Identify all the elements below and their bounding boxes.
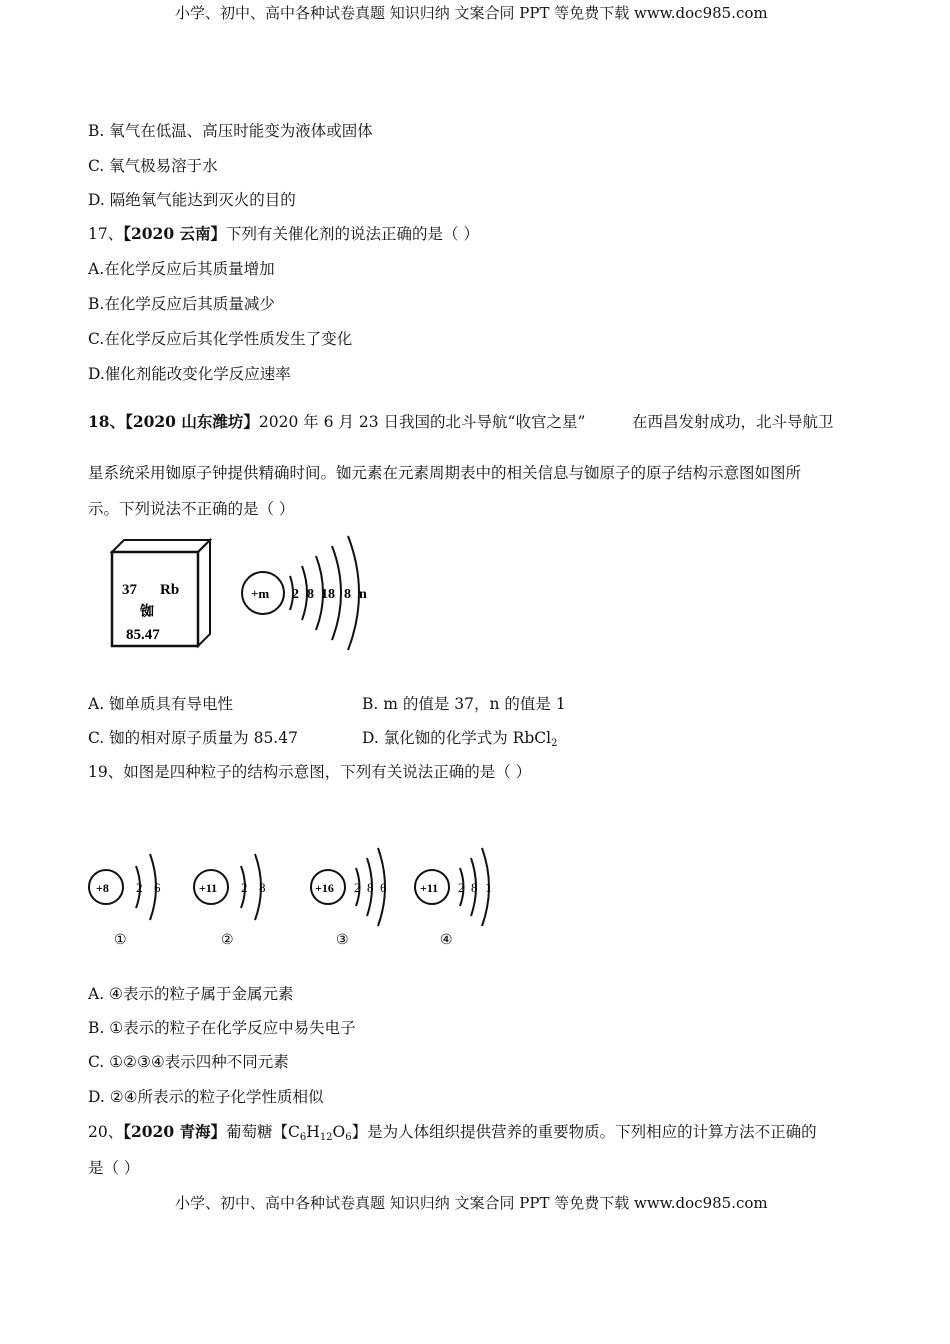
q20-sub-c: 6 [299, 1132, 307, 1143]
q19-option-c: C. ①②③④表示四种不同元素 [88, 1053, 289, 1071]
particles-diagram [84, 840, 504, 952]
particle-3-label: ③ [336, 932, 349, 948]
q18-stem-line3: 示。下列说法不正确的是（ ） [88, 500, 295, 518]
particle-1-label: ① [114, 932, 127, 948]
particle-2-shell-2: 8 [259, 880, 266, 895]
particle-4 [415, 848, 492, 948]
element-mass: 85.47 [126, 627, 160, 643]
q20-stem-line1 [88, 1120, 817, 1143]
particle-2-label: ② [221, 932, 234, 948]
q20-formula-o: O [332, 1123, 346, 1141]
q18-option-d [362, 726, 557, 749]
particle-2-shell-1: 2 [241, 880, 248, 895]
particle-2-nucleus: +11 [199, 881, 218, 895]
q17-source: 【2020 云南】 [123, 224, 227, 243]
page-header: 小学、初中、高中各种试卷真题 知识归纳 文案合同 PPT 等免费下载 www.doc985.com [175, 4, 768, 22]
q20-formula-h: H [306, 1123, 320, 1141]
q18-source: 【2020 山东潍坊】 [125, 412, 259, 431]
shell-2-count: 8 [307, 587, 314, 602]
q20-number: 20、 [88, 1123, 124, 1141]
q17-option-b: B.在化学反应后其质量减少 [88, 295, 275, 313]
q17-option-c: C.在化学反应后其化学性质发生了变化 [88, 330, 353, 348]
particle-4-shell-2: 8 [471, 880, 478, 895]
shell-3-count: 18 [321, 587, 335, 602]
q18-option-b: B. m 的值是 37，n 的值是 1 [362, 695, 566, 713]
particle-4-shell-1: 2 [458, 880, 465, 895]
q19-option-d: D. ②④所表示的粒子化学性质相似 [88, 1088, 324, 1106]
particle-3-nucleus: +16 [315, 881, 334, 895]
particle-4-shell-3: 1 [485, 880, 492, 895]
particle-3 [311, 848, 387, 948]
particle-3-shell-2: 8 [367, 880, 374, 895]
rubidium-diagram [100, 528, 390, 663]
element-name: 铷 [140, 604, 154, 620]
particle-3-shell-3: 6 [380, 880, 387, 895]
q17-number: 17、 [88, 225, 124, 243]
q20-formula-start: 葡萄糖【C [226, 1123, 300, 1141]
q18-stem-line1 [88, 410, 585, 432]
atom-nucleus: +m [251, 586, 270, 601]
q20-sub-h: 12 [319, 1132, 333, 1143]
particle-1 [89, 854, 161, 948]
q16-option-b: B. 氧气在低温、高压时能变为液体或固体 [88, 122, 373, 140]
q18-text-a: 2020 年 6 月 23 日我国的北斗导航“收官之星” [258, 413, 586, 431]
shell-5-count: n [359, 587, 367, 602]
shell-1-count: 2 [292, 587, 299, 602]
particle-1-shell-1: 2 [136, 880, 143, 895]
q17-text: 下列有关催化剂的说法正确的是（ ） [226, 225, 479, 243]
q20-stem-line2: 是（ ） [88, 1159, 140, 1177]
rubidium-atom [242, 536, 367, 650]
q18-stem-line2: 星系统采用铷原子钟提供精确时间。铷元素在元素周期表中的相关信息与铷原子的原子结构示意图如图所 [88, 464, 802, 482]
particle-4-nucleus: +11 [420, 881, 439, 895]
particle-4-label: ④ [440, 932, 453, 948]
q20-sub-o: 6 [345, 1132, 352, 1143]
q17-option-d: D.催化剂能改变化学反应速率 [88, 365, 291, 383]
particle-3-shell-1: 2 [354, 880, 361, 895]
q20-source: 【2020 青海】 [123, 1122, 227, 1141]
q17-stem [88, 222, 479, 244]
element-atomic-number: 37 [122, 582, 137, 598]
q18-option-d-subscript: 2 [551, 738, 558, 749]
q18-option-d-text: D. 氯化铷的化学式为 RbCl [362, 729, 552, 747]
q18-option-a: A. 铷单质具有导电性 [88, 695, 234, 713]
q20-text: 】是为人体组织提供营养的重要物质。下列相应的计算方法不正确的 [351, 1123, 817, 1141]
q18-stem-line1b: 在西昌发射成功，北斗导航卫 [632, 413, 834, 431]
particle-1-shell-2: 6 [154, 880, 161, 895]
particle-1-nucleus: +8 [96, 881, 109, 895]
particle-2 [194, 854, 266, 948]
q18-number: 18、 [88, 412, 126, 431]
q18-option-c: C. 铷的相对原子质量为 85.47 [88, 729, 298, 747]
page-footer: 小学、初中、高中各种试卷真题 知识归纳 文案合同 PPT 等免费下载 www.doc985.com [175, 1194, 768, 1212]
q17-option-a: A.在化学反应后其质量增加 [88, 260, 275, 278]
element-symbol: Rb [160, 582, 180, 598]
q19-option-b: B. ①表示的粒子在化学反应中易失电子 [88, 1019, 356, 1037]
q16-option-c: C. 氧气极易溶于水 [88, 157, 218, 175]
q19-stem: 19、如图是四种粒子的结构示意图，下列有关说法正确的是（ ） [88, 763, 532, 781]
element-cell [112, 540, 210, 646]
q19-option-a: A. ④表示的粒子属于金属元素 [88, 985, 294, 1003]
shell-4-count: 8 [344, 587, 351, 602]
q16-option-d: D. 隔绝氧气能达到灭火的目的 [88, 191, 296, 209]
